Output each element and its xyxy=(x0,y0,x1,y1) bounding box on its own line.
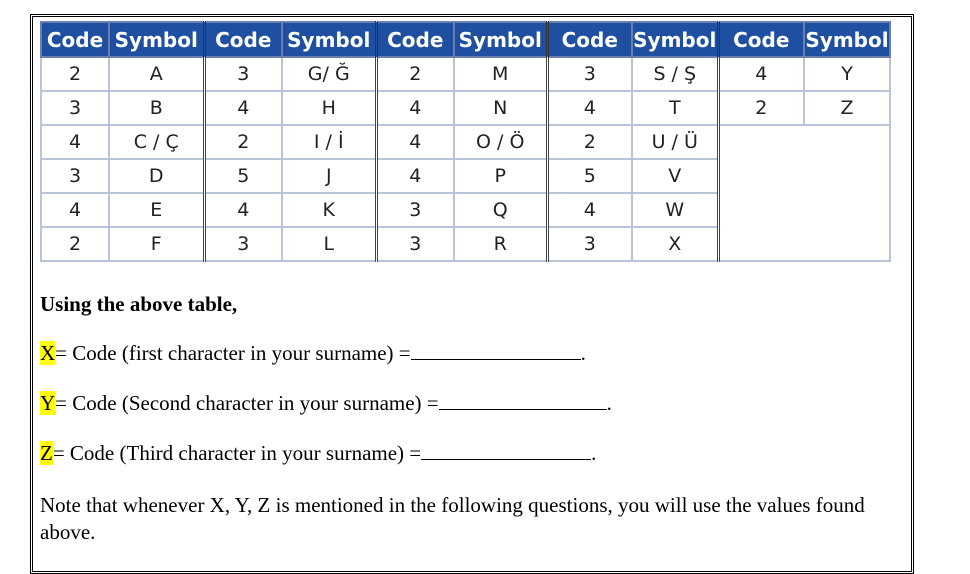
code-cell: 3 xyxy=(204,57,282,91)
symbol-cell: A xyxy=(109,57,204,91)
code-cell: 2 xyxy=(718,91,804,125)
symbol-cell: J xyxy=(282,159,376,193)
table-row xyxy=(41,125,890,159)
code-cell: 2 xyxy=(547,125,632,159)
x-period: . xyxy=(580,341,586,365)
y-definition-text: = Code (Second character in your surname) = xyxy=(55,391,439,415)
symbol-cell: S / Ş xyxy=(632,57,718,91)
header-symbol: Symbol xyxy=(282,22,376,57)
code-cell: 3 xyxy=(204,227,282,261)
code-cell: 3 xyxy=(41,91,109,125)
header-code: Code xyxy=(547,22,632,57)
symbol-cell: V xyxy=(632,159,718,193)
symbol-cell: R xyxy=(454,227,547,261)
symbol-cell: N xyxy=(454,91,547,125)
code-cell: 4 xyxy=(547,193,632,227)
z-variable-highlight: Z xyxy=(40,441,53,465)
code-cell: 3 xyxy=(376,193,454,227)
code-cell: 4 xyxy=(718,57,804,91)
code-cell: 3 xyxy=(547,227,632,261)
symbol-cell: L xyxy=(282,227,376,261)
code-cell: 4 xyxy=(41,125,109,159)
x-answer-blank[interactable] xyxy=(411,341,581,360)
symbol-cell: P xyxy=(454,159,547,193)
code-cell: 4 xyxy=(41,193,109,227)
code-cell: 5 xyxy=(547,159,632,193)
code-cell: 4 xyxy=(204,193,282,227)
code-cell: 2 xyxy=(41,227,109,261)
header-symbol: Symbol xyxy=(804,22,890,57)
symbol-cell: Y xyxy=(804,57,890,91)
instruction-heading: Using the above table, xyxy=(40,292,238,316)
y-definition-line xyxy=(40,391,612,416)
table-row xyxy=(41,57,890,91)
symbol-cell: I / İ xyxy=(282,125,376,159)
header-symbol: Symbol xyxy=(632,22,718,57)
symbol-cell: E xyxy=(109,193,204,227)
table-header-row xyxy=(41,22,890,57)
y-period: . xyxy=(606,391,612,415)
code-cell: 4 xyxy=(376,91,454,125)
symbol-cell: B xyxy=(109,91,204,125)
note-paragraph: Note that whenever X, Y, Z is mentioned in the following questions, you will use the values found above. xyxy=(40,493,865,544)
empty-cell xyxy=(718,125,890,261)
z-answer-blank[interactable] xyxy=(421,441,591,460)
code-cell: 3 xyxy=(547,57,632,91)
z-definition-line xyxy=(40,441,596,466)
x-definition-text: = Code (first character in your surname) = xyxy=(55,341,411,365)
symbol-cell: U / Ü xyxy=(632,125,718,159)
header-code: Code xyxy=(718,22,804,57)
symbol-cell: Q xyxy=(454,193,547,227)
symbol-cell: G/ Ğ xyxy=(282,57,376,91)
header-code: Code xyxy=(41,22,109,57)
header-code: Code xyxy=(376,22,454,57)
header-code: Code xyxy=(204,22,282,57)
code-cell: 4 xyxy=(376,159,454,193)
code-cell: 2 xyxy=(204,125,282,159)
symbol-cell: Z xyxy=(804,91,890,125)
code-cell: 2 xyxy=(376,57,454,91)
y-variable-highlight: Y xyxy=(40,391,56,415)
symbol-cell: K xyxy=(282,193,376,227)
table-row xyxy=(41,91,890,125)
symbol-cell: H xyxy=(282,91,376,125)
header-symbol: Symbol xyxy=(454,22,547,57)
code-cell: 4 xyxy=(204,91,282,125)
symbol-cell: X xyxy=(632,227,718,261)
code-cell: 4 xyxy=(547,91,632,125)
code-cell: 3 xyxy=(41,159,109,193)
symbol-cell: W xyxy=(632,193,718,227)
y-answer-blank[interactable] xyxy=(439,391,607,410)
code-cell: 2 xyxy=(41,57,109,91)
code-symbol-table xyxy=(40,21,891,262)
symbol-cell: C / Ç xyxy=(109,125,204,159)
code-cell: 4 xyxy=(376,125,454,159)
z-definition-text: = Code (Third character in your surname) = xyxy=(52,441,422,465)
symbol-cell: T xyxy=(632,91,718,125)
symbol-cell: O / Ö xyxy=(454,125,547,159)
x-definition-line xyxy=(40,341,586,366)
header-symbol: Symbol xyxy=(109,22,204,57)
symbol-cell: M xyxy=(454,57,547,91)
code-cell: 3 xyxy=(376,227,454,261)
x-variable-highlight: X xyxy=(40,341,56,365)
symbol-cell: F xyxy=(109,227,204,261)
z-period: . xyxy=(591,441,597,465)
symbol-cell: D xyxy=(109,159,204,193)
code-cell: 5 xyxy=(204,159,282,193)
